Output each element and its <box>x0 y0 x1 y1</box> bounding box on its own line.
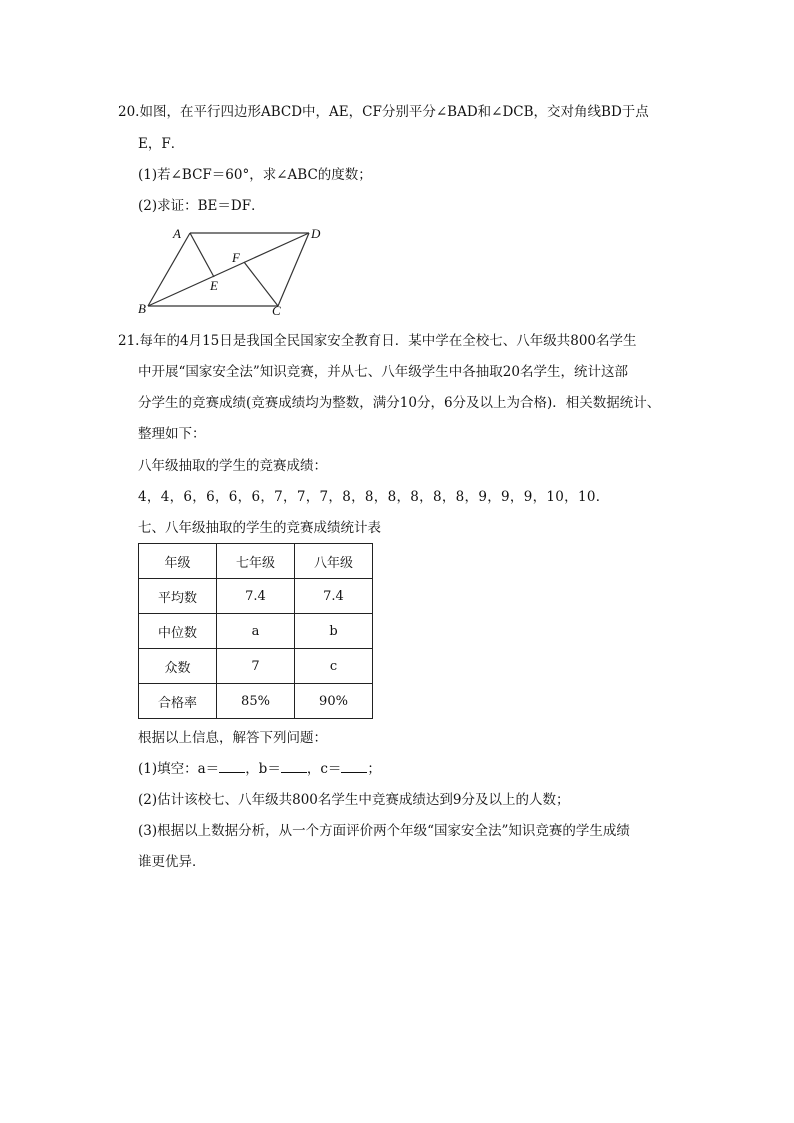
blank-c[interactable] <box>341 759 367 773</box>
q21-stem-line2: 中开展“国家安全法”知识竞赛，并从七、八年级学生中各抽取20名学生，统计这部 <box>138 364 628 380</box>
part1-c-label: ，c＝ <box>306 761 342 777</box>
table-cell: 85% <box>217 684 295 719</box>
table-row <box>139 614 373 649</box>
label-e: E <box>210 278 218 293</box>
q21-stem-text: 每年的4月15日是我国全民国家安全教育日．某中学在全校七、八年级共800名学生 <box>139 333 637 349</box>
answer-intro: 根据以上信息，解答下列问题： <box>138 730 327 746</box>
part1-b-label: ，b＝ <box>245 761 281 777</box>
label-c: C <box>272 303 281 318</box>
table-cell: 90% <box>295 684 373 719</box>
part1-end: ； <box>367 761 381 777</box>
q21-number: 21. <box>118 333 140 349</box>
q21-part3-line1: (3)根据以上数据分析，从一个方面评价两个年级“国家安全法”知识竞赛的学生成绩 <box>138 823 630 839</box>
stats-table <box>138 543 373 719</box>
q21-part1 <box>138 759 381 779</box>
q20-number: 20. <box>118 104 140 120</box>
bisector-cf <box>244 262 278 306</box>
q21-stem-line4: 整理如下： <box>138 426 206 442</box>
table-cell: a <box>217 614 295 649</box>
table-cell: c <box>295 649 373 684</box>
table-cell: 众数 <box>139 649 217 684</box>
q21-stem-line3: 分学生的竞赛成绩(竞赛成绩均为整数，满分10分，6分及以上为合格)．相关数据统计、 <box>138 395 661 411</box>
table-row <box>139 684 373 719</box>
q21-stem-line1 <box>118 331 637 351</box>
table-header-cell: 八年级 <box>295 544 373 579</box>
bisector-ae <box>190 233 214 277</box>
grade8-heading: 八年级抽取的学生的竞赛成绩： <box>138 458 327 474</box>
table-title: 七、八年级抽取的学生的竞赛成绩统计表 <box>138 520 381 536</box>
grade8-scores: 4，4，6，6，6，6，7，7，7，8，8，8，8，8，8，9，9，9，10，10． <box>138 489 610 505</box>
q21-part2: (2)估计该校七、八年级共800名学生中竞赛成绩达到9分及以上的人数； <box>138 792 570 808</box>
blank-b[interactable] <box>281 759 307 773</box>
label-a: A <box>173 226 181 241</box>
q20-stem-line2: E，F． <box>138 136 185 152</box>
q20-stem-text: 如图，在平行四边形ABCD中，AE，CF分别平分∠BAD和∠DCB，交对角线BD于点 <box>139 104 649 120</box>
q20-stem-line1 <box>118 102 649 122</box>
side-ba <box>148 233 190 306</box>
parallelogram-figure <box>135 222 335 318</box>
label-d: D <box>311 226 321 241</box>
label-b: B <box>138 301 146 316</box>
table-cell: 7.4 <box>295 579 373 614</box>
table-header-row <box>139 544 373 579</box>
table-row <box>139 579 373 614</box>
table-row <box>139 649 373 684</box>
table-cell: 平均数 <box>139 579 217 614</box>
blank-a[interactable] <box>219 759 245 773</box>
part1-a-label: a＝ <box>197 761 220 777</box>
q20-part2: (2)求证：BE＝DF． <box>138 198 265 214</box>
q21-part3-line2: 谁更优异． <box>138 854 206 870</box>
table-cell: 7.4 <box>217 579 295 614</box>
part1-prefix: (1)填空： <box>138 761 198 777</box>
table-cell: 中位数 <box>139 614 217 649</box>
table-cell: 7 <box>217 649 295 684</box>
q20-part1: (1)若∠BCF＝60°，求∠ABC的度数； <box>138 167 372 183</box>
table-cell: 合格率 <box>139 684 217 719</box>
table-header-cell: 年级 <box>139 544 217 579</box>
table-header-cell: 七年级 <box>217 544 295 579</box>
diagonal-bd <box>148 233 309 306</box>
label-f: F <box>232 250 240 265</box>
side-dc <box>278 233 309 306</box>
table-cell: b <box>295 614 373 649</box>
